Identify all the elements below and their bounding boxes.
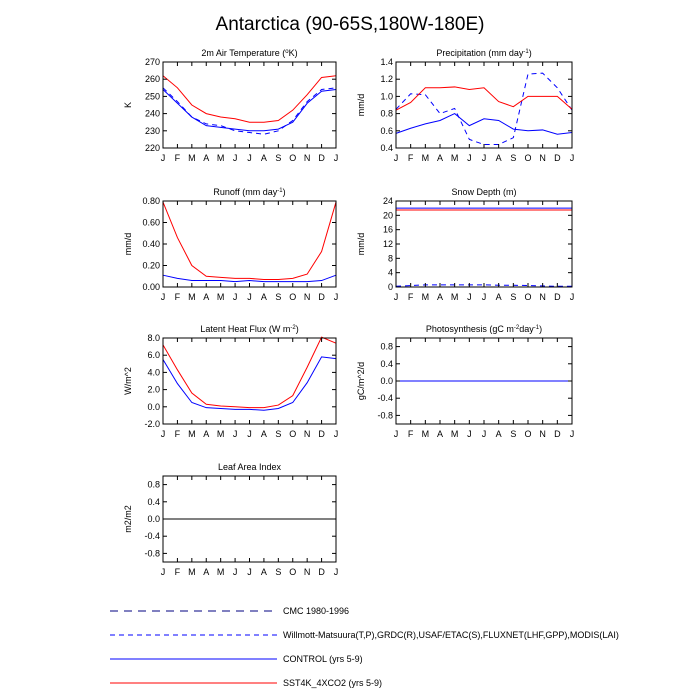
x-tick-label: J	[232, 292, 238, 302]
page-title: Antarctica (90-65S,180W-180E)	[215, 14, 485, 35]
x-tick-label: J	[160, 429, 166, 439]
panel-title	[213, 187, 285, 197]
y-tick-label: 240	[144, 108, 160, 119]
x-tick-label: J	[247, 153, 252, 163]
y-tick-label: 12	[382, 239, 393, 249]
plot-frame	[163, 338, 336, 424]
x-tick-label: J	[393, 153, 399, 163]
x-tick-label: A	[495, 292, 502, 302]
x-tick-label: J	[481, 153, 487, 163]
x-tick-label: A	[436, 429, 444, 439]
y-tick-label: 1.2	[380, 74, 393, 85]
panel-title-end: K)	[288, 48, 298, 58]
x-tick-label: F	[407, 429, 414, 439]
x-tick-label: F	[174, 292, 181, 302]
x-tick-label: J	[160, 153, 166, 163]
y-tick-label: 4.0	[147, 367, 160, 378]
x-tick-label: A	[203, 153, 210, 163]
x-tick-label: J	[467, 153, 472, 163]
series-line-sst	[163, 337, 336, 408]
legend-item-sst	[110, 678, 382, 688]
x-tick-label: O	[524, 153, 532, 163]
x-tick-label: J	[247, 567, 252, 577]
series-line-control	[163, 357, 336, 410]
plot-frame	[163, 62, 336, 148]
panel-4	[356, 187, 574, 302]
panel-5	[123, 324, 338, 439]
y-tick-label: 0.8	[147, 479, 160, 490]
x-tick-label: A	[436, 292, 444, 302]
x-tick-label: D	[318, 292, 325, 302]
x-tick-label: O	[289, 153, 297, 163]
x-tick-label: N	[303, 292, 311, 302]
x-tick-label: D	[318, 429, 325, 439]
x-tick-label: F	[174, 153, 181, 163]
x-tick-label: M	[216, 567, 225, 577]
x-tick-label: A	[203, 429, 210, 439]
panel-6	[356, 324, 574, 439]
x-tick-label: M	[450, 153, 459, 163]
y-tick-label: 0.60	[142, 217, 160, 228]
plot-frame	[163, 201, 336, 287]
x-tick-label: M	[421, 292, 430, 302]
panel-title	[436, 48, 531, 58]
panel-title-text: Leaf Area Index	[217, 462, 282, 472]
panel-title-sup: o	[285, 49, 289, 55]
x-tick-label: J	[467, 429, 472, 439]
legend-item-wm	[110, 630, 619, 640]
x-tick-label: J	[160, 292, 166, 302]
x-tick-label: J	[393, 429, 399, 439]
x-tick-label: M	[188, 153, 196, 163]
y-tick-label: 6.0	[147, 350, 160, 361]
y-axis-label: m2/m2	[123, 505, 133, 533]
x-tick-label: S	[275, 153, 282, 163]
series-line-sst	[396, 87, 572, 110]
y-axis-label: W/m^2	[123, 367, 133, 395]
x-tick-label: J	[467, 292, 472, 302]
panel-title-end: )	[282, 187, 286, 197]
x-tick-label: F	[407, 153, 414, 163]
panel-title-end: )	[539, 324, 543, 334]
y-tick-label: 250	[144, 91, 160, 102]
x-tick-label: N	[539, 292, 546, 302]
panel-title	[426, 324, 542, 334]
y-tick-label: 0.0	[147, 514, 160, 524]
x-tick-label: J	[160, 567, 166, 577]
y-tick-label: 2.0	[147, 384, 160, 395]
x-tick-label: M	[188, 429, 196, 439]
x-tick-label: J	[232, 153, 238, 163]
x-tick-label: J	[333, 153, 339, 163]
x-tick-label: D	[554, 153, 561, 163]
panel-title-end: day	[519, 324, 534, 334]
x-tick-label: F	[407, 292, 414, 302]
series-line-sst	[163, 76, 336, 122]
x-tick-label: O	[524, 292, 532, 302]
x-tick-label: F	[174, 429, 181, 439]
panel-title-sup: -1	[523, 49, 529, 55]
panel-title	[218, 462, 282, 472]
x-tick-label: N	[539, 153, 546, 163]
x-tick-label: J	[569, 429, 575, 439]
x-tick-label: J	[481, 429, 487, 439]
panel-title-text: Snow Depth (m)	[451, 187, 517, 197]
series-line-control	[396, 114, 572, 135]
plot-frame	[396, 62, 572, 148]
y-axis-label: mm/d	[356, 232, 366, 256]
x-tick-label: J	[232, 429, 238, 439]
x-tick-label: J	[333, 567, 339, 577]
y-tick-label: 0.80	[142, 196, 160, 206]
x-tick-label: S	[510, 153, 517, 163]
y-tick-label: 270	[144, 57, 160, 67]
y-tick-label: 0.4	[380, 358, 393, 369]
y-tick-label: 260	[144, 74, 160, 85]
x-tick-label: J	[569, 153, 575, 163]
x-tick-label: D	[318, 153, 325, 163]
legend-label: CMC 1980-1996	[283, 606, 350, 616]
y-tick-label: 24	[382, 196, 393, 206]
x-tick-label: A	[260, 153, 267, 163]
y-tick-label: 8	[387, 253, 393, 264]
panel-title-text: Photosynthesis (gC m	[425, 324, 514, 334]
x-tick-label: J	[481, 292, 487, 302]
y-tick-label: 0.0	[147, 401, 160, 412]
panels	[123, 48, 574, 577]
panel-title-text: Precipitation (mm day	[436, 48, 524, 58]
x-tick-label: N	[303, 429, 311, 439]
legend	[110, 606, 619, 688]
x-tick-label: F	[174, 567, 181, 577]
x-tick-label: J	[232, 567, 238, 577]
panel-title-text: Runoff (mm day	[213, 187, 278, 197]
plot-frame	[396, 201, 572, 287]
x-tick-label: S	[510, 292, 517, 302]
y-tick-label: 0.00	[142, 282, 160, 292]
y-axis-label: mm/d	[123, 232, 133, 256]
y-axis-label: mm/d	[356, 93, 366, 117]
x-tick-label: M	[421, 153, 430, 163]
y-axis-label: gC/m^2/d	[356, 361, 366, 401]
x-tick-label: J	[333, 429, 339, 439]
x-tick-label: M	[216, 429, 225, 439]
x-tick-label: D	[554, 429, 561, 439]
x-tick-label: M	[188, 292, 196, 302]
x-tick-label: N	[539, 429, 546, 439]
x-tick-label: J	[393, 292, 399, 302]
x-tick-label: M	[421, 429, 430, 439]
y-tick-label: 1.4	[380, 57, 393, 67]
x-tick-label: O	[289, 429, 297, 439]
legend-item-control	[110, 654, 363, 664]
x-tick-label: J	[247, 429, 252, 439]
y-tick-label: 4	[387, 267, 393, 278]
x-tick-label: M	[450, 429, 459, 439]
legend-label: CONTROL (yrs 5-9)	[283, 654, 363, 664]
panel-title-sup: -1	[277, 188, 283, 194]
panel-title-end: )	[528, 48, 532, 58]
y-tick-label: -0.8	[377, 410, 393, 421]
legend-label: SST4K_4XCO2 (yrs 5-9)	[283, 678, 383, 688]
x-tick-label: J	[247, 292, 252, 302]
y-tick-label: -0.8	[144, 548, 160, 559]
x-tick-label: N	[303, 153, 311, 163]
x-tick-label: M	[216, 292, 225, 302]
x-tick-label: A	[260, 292, 267, 302]
panel-7	[123, 462, 338, 577]
panel-title-text: Latent Heat Flux (W m	[200, 324, 291, 334]
x-tick-label: O	[524, 429, 532, 439]
x-tick-label: S	[275, 292, 282, 302]
x-tick-label: M	[188, 567, 196, 577]
y-tick-label: -2.0	[144, 419, 160, 429]
x-tick-label: D	[318, 567, 325, 577]
panel-title	[200, 324, 298, 334]
series-line-sst	[163, 202, 336, 279]
x-tick-label: A	[203, 292, 210, 302]
x-tick-label: D	[554, 292, 561, 302]
panel-title-sup: -2	[513, 325, 520, 331]
panel-title-sup: -2	[290, 325, 296, 331]
x-tick-label: A	[260, 567, 267, 577]
x-tick-label: J	[569, 292, 575, 302]
panel-title-end: )	[295, 324, 299, 334]
y-tick-label: -0.4	[377, 393, 393, 404]
y-tick-label: 20	[382, 210, 393, 221]
y-tick-label: 16	[382, 224, 393, 235]
series-line-wm	[163, 88, 336, 134]
y-tick-label: 0	[387, 282, 393, 292]
y-tick-label: 0.6	[380, 125, 393, 136]
y-tick-label: 0.4	[147, 496, 160, 507]
legend-label: Willmott-Matsuura(T,P),GRDC(R),USAF/ETAC(S),FLUXNET(LHF,GPP),MODIS(LAI)	[283, 630, 619, 640]
series-line-wm	[396, 73, 572, 144]
x-tick-label: O	[289, 567, 297, 577]
y-tick-label: 230	[144, 125, 160, 136]
x-tick-label: A	[260, 429, 267, 439]
series-line-control	[163, 90, 336, 131]
x-tick-label: A	[436, 153, 444, 163]
panel-3	[123, 187, 338, 302]
y-tick-label: -0.4	[144, 531, 160, 542]
x-tick-label: S	[510, 429, 517, 439]
x-tick-label: M	[450, 292, 459, 302]
legend-item-cmc	[110, 606, 349, 616]
x-tick-label: S	[275, 567, 282, 577]
y-tick-label: 220	[144, 143, 160, 153]
x-tick-label: O	[289, 292, 297, 302]
y-tick-label: 8.0	[147, 333, 160, 343]
y-tick-label: 0.0	[380, 376, 393, 386]
panel-1	[123, 48, 338, 163]
x-tick-label: A	[495, 429, 502, 439]
x-tick-label: J	[333, 292, 339, 302]
x-tick-label: A	[203, 567, 210, 577]
y-tick-label: 0.20	[142, 260, 160, 271]
x-tick-label: S	[275, 429, 282, 439]
panel-title	[451, 187, 516, 197]
panel-2	[356, 48, 574, 163]
x-tick-label: A	[495, 153, 502, 163]
y-axis-label: K	[123, 101, 133, 109]
y-tick-label: 0.4	[380, 143, 393, 153]
y-tick-label: 0.8	[380, 108, 393, 119]
y-tick-label: 0.40	[142, 239, 160, 249]
y-tick-label: 1.0	[380, 91, 393, 102]
panel-title	[201, 48, 297, 58]
panel-title-sup: -1	[533, 325, 540, 331]
x-tick-label: M	[216, 153, 225, 163]
panel-title-text: 2m Air Temperature (	[201, 48, 286, 58]
y-tick-label: 0.8	[380, 341, 393, 352]
x-tick-label: N	[303, 567, 311, 577]
